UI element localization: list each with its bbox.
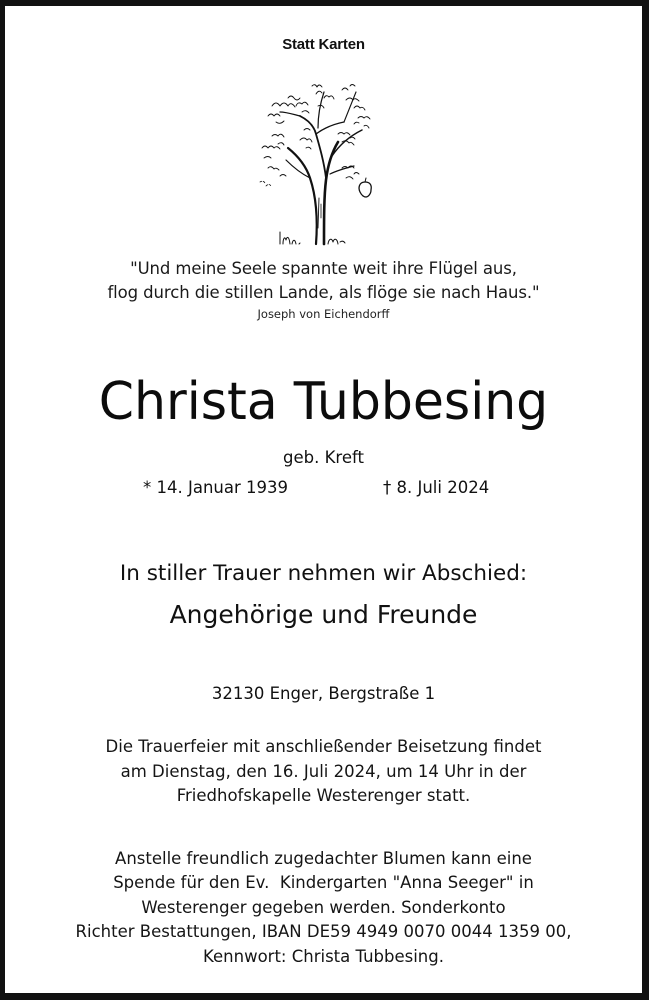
quote-line-1: "Und meine Seele spannte weit ihre Flügel aus,: [130, 259, 517, 278]
death-date: † 8. Juli 2024: [383, 478, 490, 497]
birth-date: * 14. Januar 1939: [143, 478, 289, 497]
donation-line-1: Anstelle freundlich zugedachter Blumen kann eine: [115, 849, 532, 868]
tree-illustration-icon: [258, 78, 388, 248]
header-statt-karten: Statt Karten: [282, 36, 365, 53]
maiden-name: geb. Kreft: [283, 448, 364, 467]
service-line-2: am Dienstag, den 16. Juli 2024, um 14 Uhr in der: [120, 762, 527, 781]
donation-line-3: Westerenger gegeben werden. Sonderkonto: [141, 898, 506, 917]
address: 32130 Enger, Bergstraße 1: [211, 684, 436, 703]
deceased-name: Christa Tubbesing: [98, 372, 549, 432]
service-line-3: Friedhofskapelle Westerenger statt.: [176, 786, 471, 805]
donation-line-5: Kennwort: Christa Tubbesing.: [203, 947, 444, 966]
service-line-1: Die Trauerfeier mit anschließender Beisetzung findet: [105, 737, 542, 756]
quote-line-2: flog durch die stillen Lande, als flöge sie nach Haus.": [107, 283, 540, 302]
mourners-names: Angehörige und Freunde: [169, 600, 478, 629]
donation-line-4: Richter Bestattungen, IBAN DE59 4949 0070 0044 1359 00,: [75, 922, 572, 941]
quote-author: Joseph von Eichendorff: [257, 307, 390, 321]
obituary-notice: [5, 6, 642, 993]
mourning-intro: In stiller Trauer nehmen wir Abschied:: [119, 561, 528, 586]
life-dates: [5, 480, 642, 502]
donation-line-2: Spende für den Ev. Kindergarten "Anna Seeger" in: [113, 873, 534, 892]
